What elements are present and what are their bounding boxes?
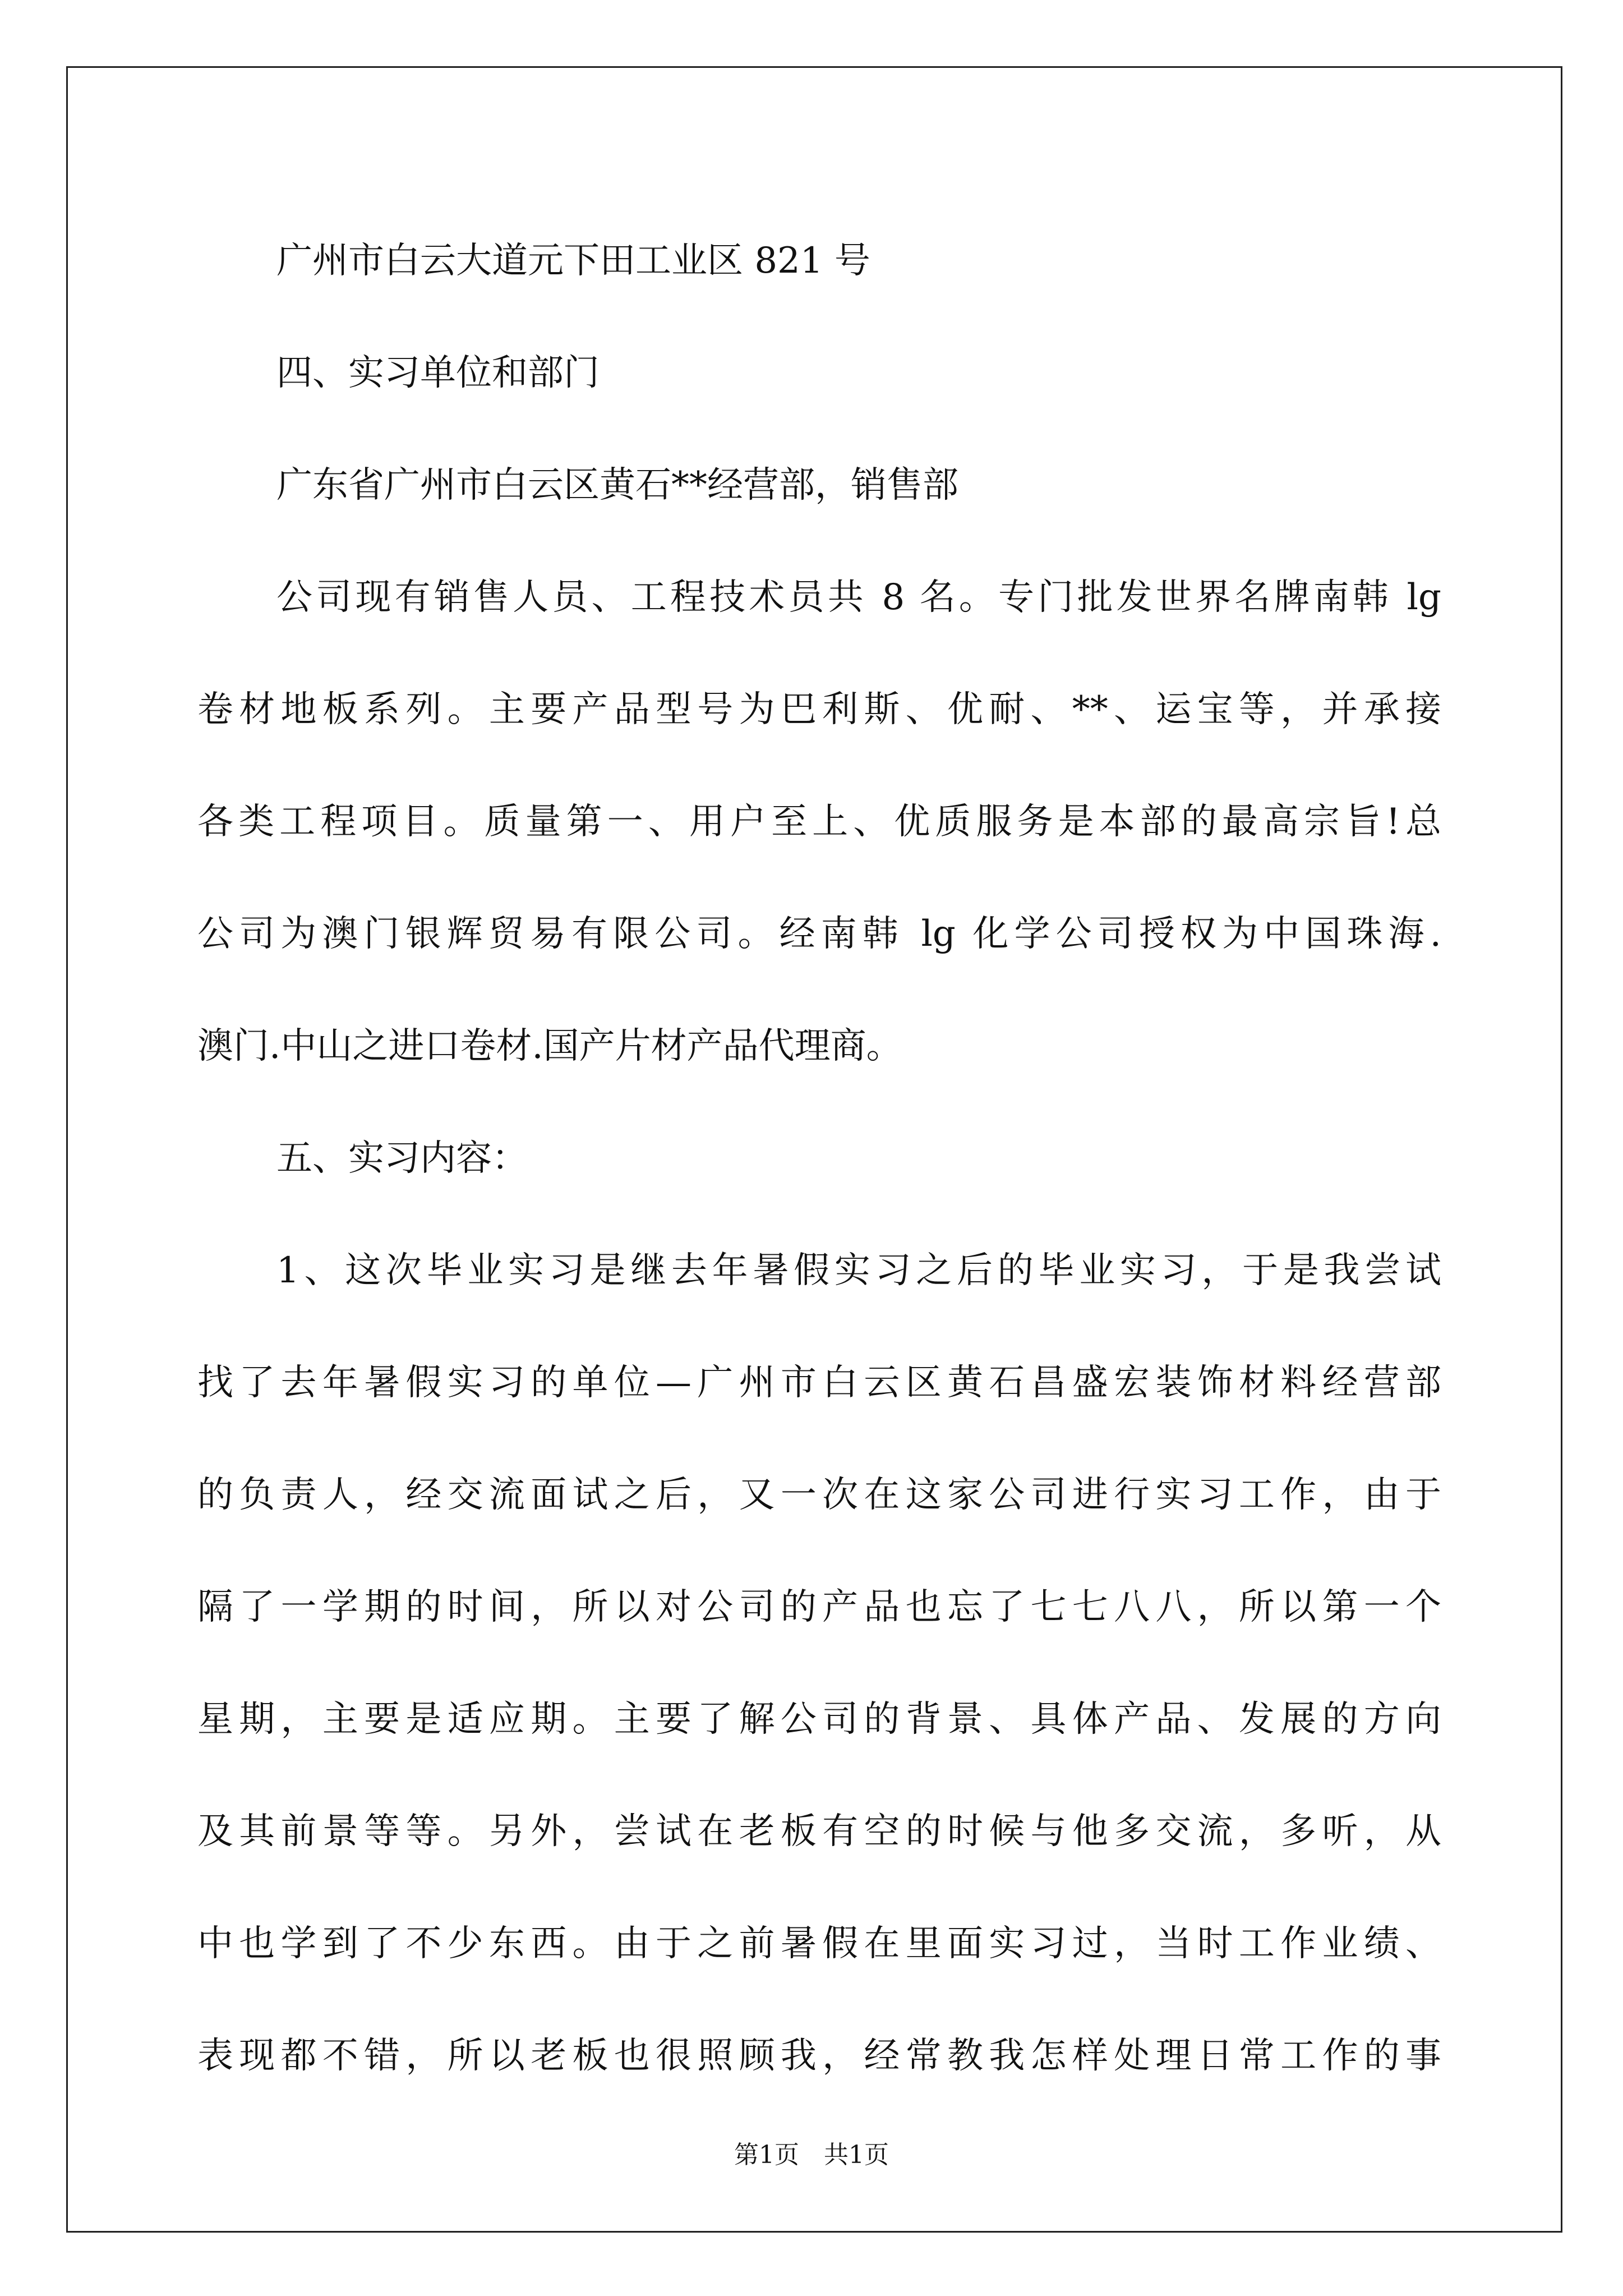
text-line-14: 星期，主要是适应期。主要了解公司的背景、具体产品、发展的方向	[197, 1699, 1441, 1740]
page-footer	[0, 2138, 1623, 2172]
document-body	[197, 205, 1441, 2112]
text-line-15: 及其前景等等。另外，尝试在老板有空的时候与他多交流，多听，从	[197, 1811, 1441, 1852]
page-total: 共1页	[824, 2141, 889, 2169]
text-line-11: 找了去年暑假实习的单位—广州市白云区黄石昌盛宏装饰材料经营部	[197, 1362, 1441, 1404]
text-line-10: 1、这次毕业实习是继去年暑假实习之后的毕业实习，于是我尝试	[276, 1250, 1441, 1291]
text-line-12: 的负责人，经交流面试之后，又一次在这家公司进行实习工作，由于	[197, 1474, 1441, 1516]
text-line-9: 五、实习内容：	[276, 1138, 528, 1179]
text-line-17: 表现都不错，所以老板也很照顾我，经常教我怎样处理日常工作的事	[197, 2035, 1441, 2077]
text-line-3: 广东省广州市白云区黄石**经营部，销售部	[276, 464, 958, 506]
text-line-6: 各类工程项目。质量第一、用户至上、优质服务是本部的最高宗旨!总	[197, 801, 1441, 843]
text-line-4: 公司现有销售人员、工程技术员共 8 名。专门批发世界名牌南韩 lg	[276, 577, 1441, 618]
text-line-5: 卷材地板系列。主要产品型号为巴利斯、优耐、**、运宝等，并承接	[197, 689, 1441, 730]
text-line-8: 澳门.中山之进口卷材.国产片材产品代理商。	[197, 1025, 902, 1067]
text-line-2: 四、实习单位和部门	[276, 352, 600, 394]
text-line-16: 中也学到了不少东西。由于之前暑假在里面实习过，当时工作业绩、	[197, 1923, 1441, 1964]
text-line-13: 隔了一学期的时间，所以对公司的产品也忘了七七八八，所以第一个	[197, 1586, 1441, 1628]
text-line-7: 公司为澳门银辉贸易有限公司。经南韩 lg 化学公司授权为中国珠海.	[197, 913, 1441, 955]
text-line-1: 广州市白云大道元下田工业区 821 号	[276, 240, 870, 282]
page-number: 第1页	[734, 2141, 799, 2169]
